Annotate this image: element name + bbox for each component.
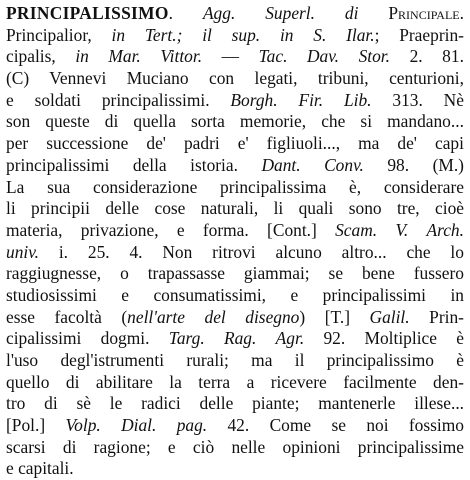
entry-text: giammai; (243, 263, 310, 284)
entry-text: alcuno (275, 241, 322, 262)
entry-text: 25. (87, 241, 110, 262)
entry-text: — (221, 46, 240, 67)
italic-citation: Rag. (223, 328, 257, 349)
entry-text: di (44, 393, 58, 414)
italic-citation: Galil. (369, 306, 410, 327)
entry-text: de' (146, 133, 166, 154)
italic-citation: V. (395, 219, 409, 240)
entry-text: quella (133, 111, 176, 132)
entry-line (6, 263, 464, 285)
italic-citation: Volp. (65, 415, 101, 436)
entry-text: fussero (413, 263, 464, 284)
italic-citation: Conv. (324, 154, 364, 175)
entry-line (6, 328, 464, 350)
entry-text: son (6, 111, 31, 132)
entry-line (6, 111, 464, 133)
italic-citation: Targ. (168, 328, 205, 349)
italic-citation: in (279, 24, 294, 45)
entry-text: [Cont.] (267, 219, 317, 240)
entry-text: l'uso (6, 350, 39, 370)
entry-text: di (62, 436, 77, 457)
entry-line (6, 68, 464, 90)
entry-text: istoria. (190, 154, 238, 175)
entry-text: della (132, 154, 167, 175)
italic-citation: Stor. (358, 46, 390, 67)
entry-line (6, 458, 464, 480)
entry-text: Praeprin- (399, 24, 464, 45)
entry-text: cipalissimi (6, 328, 82, 349)
entry-text: 313. (392, 89, 423, 110)
entry-text: 4. (129, 241, 143, 262)
italic-citation: Dant. (261, 154, 301, 175)
italic-citation: il (202, 24, 212, 45)
entry-text: in (450, 284, 464, 305)
entry-text: a (246, 371, 255, 392)
entry-text: e (6, 89, 14, 110)
italic-citation: Arch. (426, 219, 464, 240)
entry-text: privazione, (80, 219, 159, 240)
entry-text: Muciano (126, 68, 189, 89)
entry-text: de' (397, 133, 417, 154)
entry-text: 81. (442, 46, 464, 67)
entry-text: [T.] (324, 306, 350, 327)
entry-text: legati, (254, 68, 298, 89)
entry-text: quali (298, 198, 334, 219)
entry-text: principalissimi (6, 154, 110, 175)
entry-line (6, 90, 464, 112)
entry-text: opinioni (282, 436, 341, 457)
entry-text: 42. (227, 415, 250, 436)
entry-text: cioè (435, 198, 464, 219)
entry-text: Prin- (429, 306, 464, 327)
entry-text: ( (121, 306, 128, 327)
entry-text: se (328, 263, 344, 284)
headword: PRINCIPALISSIMO (6, 3, 169, 23)
entry-text: e (121, 284, 130, 305)
entry-line (6, 437, 464, 459)
italic-citation: in (111, 24, 126, 45)
entry-text: trapassasse (147, 263, 225, 284)
entry-text: Moltiplice (364, 328, 437, 349)
entry-text: principalissimo (326, 350, 434, 370)
entry-text: cose (154, 198, 186, 219)
entry-text: [Pol.] (6, 415, 46, 436)
entry-text: sorta (191, 111, 225, 132)
entry-text: nelle (231, 436, 266, 457)
entry-text: li (273, 198, 284, 219)
entry-text: cipalis, (6, 46, 56, 67)
entry-text: delle (199, 393, 234, 414)
entry-text: terra (198, 371, 231, 392)
entry-text: si (360, 111, 373, 132)
entry-text: di (65, 371, 80, 392)
entry-text: forma. (202, 219, 249, 240)
entry-line (6, 372, 464, 394)
entry-text: tre, (396, 198, 420, 219)
italic-citation: univ. (6, 241, 39, 262)
entry-text: scarsi (6, 436, 46, 457)
entry-text: il (294, 350, 305, 370)
entry-text: considerazione (93, 176, 198, 197)
entry-text: con (208, 68, 235, 89)
entry-text: rurali; (186, 350, 229, 370)
entry-text: Nè (443, 89, 464, 110)
entry-text: facilmente (343, 371, 417, 392)
entry-text: principalissimi (322, 284, 426, 305)
entry-text: radici (141, 393, 181, 414)
entry-text: consumatissimi, (153, 284, 267, 305)
entry-text: (M.) (432, 154, 464, 175)
entry-text: le (109, 393, 123, 414)
entry-text: se (331, 415, 346, 436)
entry-line (6, 242, 464, 264)
entry-text: la (169, 371, 182, 392)
entry-text: principalissima (220, 176, 327, 197)
entry-text: successione (46, 133, 129, 154)
entry-text: ragione; (93, 436, 151, 457)
entry-text: e (176, 219, 185, 240)
entry-text: sono (348, 198, 382, 219)
entry-text: principii (31, 198, 90, 219)
entry-text: facoltà (54, 306, 102, 327)
italic-citation: Dial. (121, 415, 157, 436)
entry-text: queste (45, 111, 90, 132)
entry-text: centurioni, (389, 68, 464, 89)
entry-text: che (321, 111, 346, 132)
entry-text: piante; (252, 393, 300, 414)
entry-text: altro... (341, 241, 387, 262)
entry-line (6, 3, 464, 25)
entry-text: lo (450, 241, 464, 262)
entry-line (6, 155, 464, 177)
entry-text: noi (366, 415, 389, 436)
entry-text: o (120, 263, 129, 284)
italic-citation: Agr. (275, 328, 305, 349)
entry-text: e (290, 284, 299, 305)
entry-line (6, 220, 464, 242)
entry-text: è (456, 350, 464, 370)
italic-citation: Fir. (298, 89, 324, 110)
italic-citation: Ilar. (346, 24, 375, 45)
italic-citation: nell'arte (127, 306, 185, 327)
small-caps-reference: Principale (388, 3, 460, 23)
entry-text: è, (349, 176, 362, 197)
entry-text: principalissime (357, 436, 465, 457)
entry-text: studiosissimi (6, 284, 97, 305)
entry-line (6, 133, 464, 155)
entry-text: . (459, 3, 464, 23)
entry-text: e (167, 436, 176, 457)
entry-text: ma (251, 350, 273, 370)
entry-text: naturali, (200, 198, 259, 219)
entry-text: per (6, 133, 29, 154)
entry-text: illese... (414, 393, 465, 414)
entry-text: padri (183, 133, 220, 154)
entry-text: figliuoli..., (266, 133, 341, 154)
entry-text: ciò (192, 436, 215, 457)
entry-text: Vennevi (49, 68, 107, 89)
italic-citation: S. (313, 24, 327, 45)
entry-line (6, 198, 464, 220)
entry-text: e' (237, 133, 249, 154)
entry-text: . (168, 3, 174, 23)
entry-line (6, 285, 464, 307)
italic-citation: Agg. (202, 3, 236, 23)
entry-line (6, 307, 464, 329)
italic-citation: Mar. (108, 46, 141, 67)
entry-text: Come (269, 415, 312, 436)
entry-text: considerare (383, 176, 464, 197)
italic-citation: del (204, 306, 226, 327)
entry-text: quello (6, 371, 50, 392)
italic-citation: Tert.; (144, 24, 183, 45)
entry-text: dogmi. (100, 328, 150, 349)
entry-text: 2. (409, 46, 423, 67)
entry-text: di (104, 111, 119, 132)
entry-text: sua (47, 176, 71, 197)
entry-text: ) (299, 306, 306, 327)
entry-text: den- (433, 371, 464, 392)
italic-citation: Superl. (265, 3, 315, 23)
entry-text: capi (434, 133, 464, 154)
entry-line (6, 177, 464, 199)
entry-text: delle (105, 198, 140, 219)
entry-text: che (406, 241, 431, 262)
entry-text: 98. (387, 154, 410, 175)
entry-text: ricevere (270, 371, 327, 392)
entry-line (6, 350, 464, 372)
entry-text: ma (358, 133, 380, 154)
entry-text: abilitare (95, 371, 153, 392)
entry-text: mantenerle (318, 393, 396, 414)
entry-line (6, 393, 464, 415)
italic-citation: disegno (245, 306, 300, 327)
entry-text: 92. (323, 328, 346, 349)
entry-text: La (6, 176, 25, 197)
entry-text: sè (76, 393, 91, 414)
entry-text: memorie, (239, 111, 307, 132)
entry-line (6, 46, 464, 68)
italic-citation: sup. (231, 24, 261, 45)
entry-text: fossimo (408, 415, 464, 436)
entry-text: (C) (6, 68, 30, 89)
entry-text: bene (361, 263, 395, 284)
italic-citation: Scam. (335, 219, 378, 240)
italic-citation: Tac. (258, 46, 288, 67)
entry-text: principalissimi. (101, 89, 210, 110)
italic-citation: in (75, 46, 89, 67)
entry-text: è (456, 328, 464, 349)
italic-citation: Vittor. (160, 46, 203, 67)
entry-text: i. (58, 241, 69, 262)
entry-text: tribuni, (317, 68, 369, 89)
italic-citation: pag. (176, 415, 208, 436)
italic-citation: di (344, 3, 359, 23)
entry-text: Non (162, 241, 193, 262)
entry-text: materia, (6, 219, 63, 240)
entry-line (6, 25, 464, 47)
entry-text: esse (6, 306, 35, 327)
entry-line (6, 415, 464, 437)
entry-text: soldati (34, 89, 81, 110)
italic-citation: Dav. (306, 46, 340, 67)
entry-text: mandano... (387, 111, 464, 132)
entry-text: e capitali. (6, 458, 74, 479)
entry-text: ritrovi (212, 241, 256, 262)
entry-text: Principalior, (6, 24, 92, 45)
dictionary-entry (6, 3, 464, 480)
entry-text: degl'istrumenti (60, 350, 165, 370)
entry-text: li (6, 198, 16, 219)
italic-citation: Lib. (343, 89, 372, 110)
entry-text: ; (374, 24, 380, 45)
entry-text: tro (6, 393, 26, 414)
italic-citation: Borgh. (230, 89, 278, 110)
entry-text: raggiugnesse, (6, 263, 102, 284)
